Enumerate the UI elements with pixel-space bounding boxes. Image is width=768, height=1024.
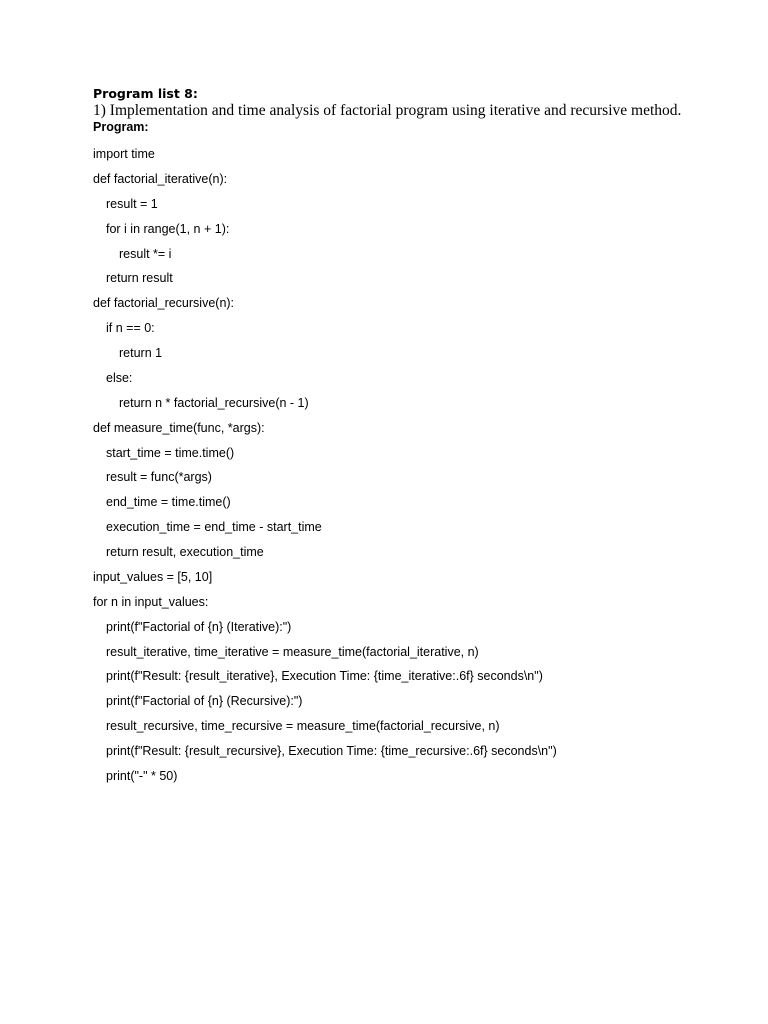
code-line: print(f"Factorial of {n} (Recursive):") xyxy=(106,694,303,709)
code-line: result_iterative, time_iterative = measure_time(factorial_iterative, n) xyxy=(106,644,479,659)
code-line: if n == 0: xyxy=(106,321,155,336)
code-line: result_recursive, time_recursive = measure_time(factorial_recursive, n) xyxy=(106,719,500,734)
code-line: return result, execution_time xyxy=(106,545,264,559)
code-line: end_time = time.time() xyxy=(106,495,231,510)
code-line: return 1 xyxy=(119,346,163,360)
program-label: Program: xyxy=(93,120,149,134)
code-line: return result xyxy=(106,271,173,286)
code-line: print("-" * 50) xyxy=(106,768,178,783)
code-line: result = func(*args) xyxy=(106,470,212,485)
program-list-heading: Program list 8: xyxy=(93,86,198,101)
code-block xyxy=(93,146,557,793)
code-line: result *= i xyxy=(119,246,172,261)
code-line: print(f"Result: {result_iterative}, Execution Time: {time_iterative:.6f} seconds\n") xyxy=(106,669,543,684)
code-line: return n * factorial_recursive(n - 1) xyxy=(119,395,309,410)
code-line: import time xyxy=(93,147,155,161)
code-line: else: xyxy=(106,370,133,385)
code-line: print(f"Result: {result_recursive}, Execution Time: {time_recursive:.6f} seconds\n") xyxy=(106,744,557,758)
code-line: for n in input_values: xyxy=(93,594,209,609)
code-line: execution_time = end_time - start_time xyxy=(106,520,322,535)
code-line: print(f"Factorial of {n} (Iterative):") xyxy=(106,619,292,634)
question-text: 1) Implementation and time analysis of factorial program using iterative and recursive method. xyxy=(93,102,682,119)
code-line: def measure_time(func, *args): xyxy=(93,420,265,435)
code-line: def factorial_recursive(n): xyxy=(93,296,235,311)
code-line: result = 1 xyxy=(106,196,158,211)
code-line: start_time = time.time() xyxy=(106,445,235,460)
code-line: for i in range(1, n + 1): xyxy=(106,221,230,236)
code-line: input_values = [5, 10] xyxy=(93,569,213,584)
code-line: def factorial_iterative(n): xyxy=(93,171,228,186)
